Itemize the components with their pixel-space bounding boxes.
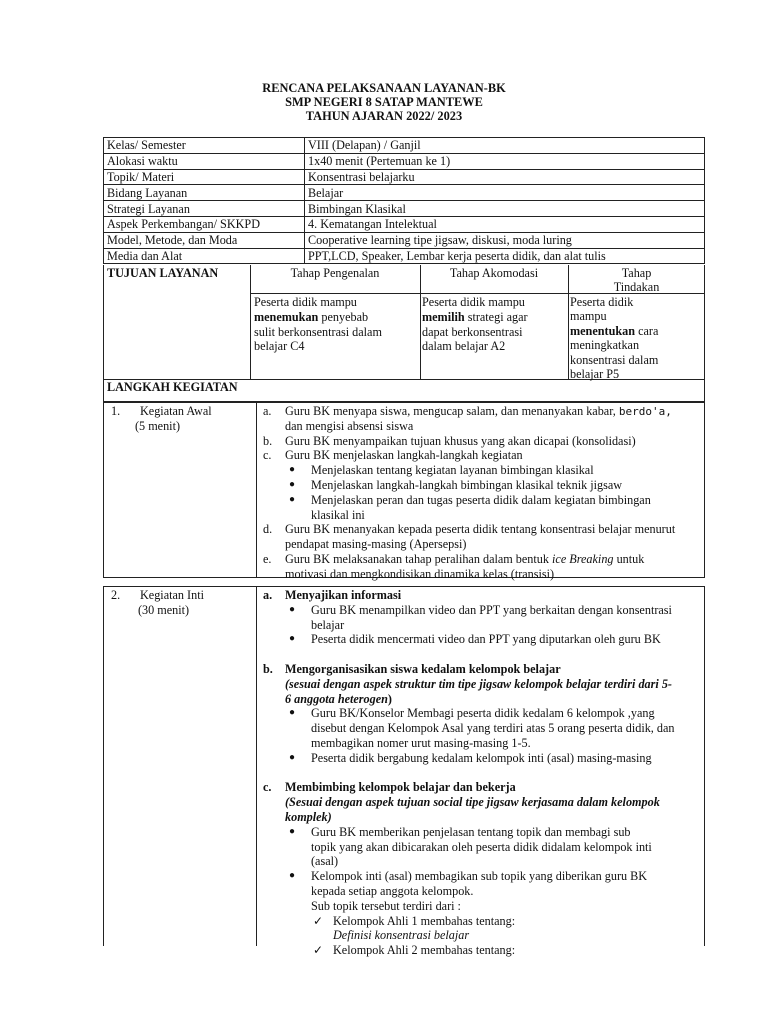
item-marker: e. (263, 551, 272, 566)
bullet-icon: ● (289, 603, 296, 615)
list-item (263, 928, 703, 943)
tahap-tindakan-header-1: Tahap (621, 266, 652, 280)
item-text: Guru BK melaksanakan tahap peralihan dalam bentuk (285, 551, 553, 566)
item-text: komplek) (285, 809, 332, 824)
row-key: Topik/ Materi (104, 169, 305, 185)
table-row (104, 248, 705, 264)
goal-line: belajar C4 (254, 339, 305, 354)
tahap-akomodasi-header: Tahap Akomodasi (449, 266, 539, 280)
table-row (104, 138, 705, 154)
kegiatan-inti-row (103, 586, 705, 958)
table-row (104, 185, 705, 201)
item-marker: a. (263, 404, 272, 418)
list-item (263, 522, 703, 537)
row-value: Bimbingan Klasikal (305, 201, 705, 217)
table-row (104, 201, 705, 217)
goal-line (422, 310, 528, 325)
row-key: Aspek Perkembangan/ SKKPD (104, 216, 305, 232)
item-text: Kelompok Ahli 2 membahas tentang: (333, 943, 516, 958)
item-text: belajar (311, 617, 345, 632)
item-text: berdo'a, (618, 405, 672, 418)
item-marker: a. (263, 588, 273, 602)
item-text: klasikal ini (311, 507, 365, 522)
step-number: 2. (111, 588, 121, 602)
item-text: (sesuai dengan aspek struktur tim tipe jigsaw kelompok belajar terdiri dari 5- (285, 676, 672, 691)
list-item (263, 493, 703, 508)
tindakan-goal (570, 295, 658, 381)
row-value: 4. Kematangan Intelektual (305, 216, 705, 232)
item-text: Sub topik tersebut terdiri dari : (311, 898, 461, 913)
row-key: Bidang Layanan (104, 185, 305, 201)
row-value: 1x40 menit (Pertemuan ke 1) (305, 153, 705, 169)
goal-line: dapat berkonsentrasi (422, 324, 523, 339)
item-text: Guru BK menampilkan video dan PPT yang berkaitan dengan konsentrasi (311, 602, 672, 617)
item-text: motivasi dan mengkondisikan dinamika kelas (transisi) (285, 566, 555, 581)
table-row (104, 216, 705, 232)
goal-line: Peserta didik (570, 295, 634, 309)
pengenalan-goal (254, 295, 382, 354)
list-item (263, 478, 703, 493)
item-text: Membimbing kelompok belajar dan bekerja (285, 780, 516, 795)
item-text: kepada setiap anggota kelompok. (311, 883, 474, 898)
row-key: Media dan Alat (104, 248, 305, 264)
row-key: Alokasi waktu (104, 153, 305, 169)
kegiatan-awal-row (103, 402, 705, 581)
step-duration: (5 menit) (135, 418, 181, 433)
item-text: membagikan nomer urut masing-masing 1-5. (311, 735, 531, 750)
row-key: Model, Metode, dan Moda (104, 232, 305, 248)
item-text: Menjelaskan langkah-langkah bimbingan klasikal teknik jigsaw (311, 477, 623, 492)
kegiatan-inti-content (263, 588, 703, 958)
row-value: VIII (Delapan) / Ganjil (305, 138, 705, 154)
item-text: Menyajikan informasi (285, 588, 402, 602)
goal-line: Peserta didik mampu (422, 295, 525, 309)
item-text: 6 anggota heterogen (285, 691, 388, 706)
kegiatan-awal-content (263, 404, 703, 582)
row-key: Kelas/ Semester (104, 138, 305, 154)
list-item (263, 943, 703, 958)
item-text: Definisi konsentrasi belajar (333, 928, 470, 943)
list-item (263, 448, 703, 463)
item-text: untuk (613, 551, 645, 566)
goal-line: mampu (570, 309, 607, 324)
goal-line: konsentrasi dalam (570, 352, 659, 367)
section-note (263, 795, 703, 810)
tahap-tindakan-header-2: Tindakan (613, 280, 660, 294)
step-title: Kegiatan Awal (140, 404, 212, 418)
goal-text: strategi agar (464, 309, 528, 324)
goal-text: penyebab (318, 309, 369, 324)
goal-verb: menentukan (570, 323, 636, 338)
item-text: Mengorganisasikan siswa kedalam kelompok belajar (285, 661, 561, 676)
item-marker: b. (263, 661, 273, 676)
tujuan-layanan-section (103, 265, 705, 380)
section-note (263, 810, 703, 825)
item-text: topik yang akan dibicarakan oleh peserta didik didalam kelompok inti (311, 839, 652, 854)
table-row (104, 153, 705, 169)
item-text: ice Breaking (552, 551, 614, 566)
bullet-icon: ● (289, 707, 296, 719)
bullet-icon: ● (289, 633, 296, 645)
list-item (263, 825, 703, 840)
section-note (263, 677, 703, 692)
item-text: dan mengisi absensi siswa (285, 418, 414, 433)
column-divider (256, 402, 257, 578)
list-item (263, 632, 703, 647)
item-text: (Sesuai dengan aspek tujuan social tipe jigsaw kerjasama dalam kelompok (285, 795, 660, 810)
item-text: Kelompok Ahli 1 membahas tentang: (333, 913, 516, 928)
list-item (263, 463, 703, 478)
akomodasi-goal (422, 295, 528, 354)
list-item (263, 869, 703, 884)
section-note (263, 692, 703, 707)
item-text: Kelompok inti (asal) membagikan sub topik yang diberikan guru BK (311, 869, 648, 884)
bullet-icon: ● (289, 870, 296, 882)
row-value: Cooperative learning tipe jigsaw, diskusi, moda luring (305, 232, 705, 248)
row-value: Belajar (305, 185, 705, 201)
bullet-icon: ● (289, 478, 296, 490)
document-title: RENCANA PELAKSANAAN LAYANAN-BK (262, 81, 506, 95)
list-item (263, 751, 703, 766)
list-item (263, 434, 703, 449)
item-text: Guru BK menanyakan kepada peserta didik tentang konsentrasi belajar menurut (285, 522, 676, 537)
goal-line (570, 324, 658, 338)
list-item (263, 404, 703, 419)
item-text: Peserta didik mencermati video dan PPT yang diputarkan oleh guru BK (311, 632, 661, 647)
step-number: 1. (111, 404, 121, 418)
academic-year: TAHUN AJARAN 2022/ 2023 (305, 109, 463, 123)
section-heading (263, 662, 703, 677)
table-row (104, 232, 705, 248)
row-value: PPT,LCD, Speaker, Lembar kerja peserta didik, dan alat tulis (305, 248, 705, 264)
column-divider (256, 586, 257, 946)
list-item (263, 706, 703, 721)
item-text: pendapat masing-masing (Apersepsi) (285, 537, 467, 552)
table-row (104, 169, 705, 185)
identity-table (103, 137, 705, 264)
item-text: Guru BK menjelaskan langkah-langkah kegiatan (285, 448, 523, 463)
item-marker: d. (263, 522, 273, 537)
item-text: Menjelaskan tentang kegiatan layanan bimbingan klasikal (311, 463, 594, 478)
bullet-icon: ● (289, 751, 296, 763)
item-text: ) (387, 691, 392, 706)
langkah-kegiatan-label: LANGKAH KEGIATAN (107, 380, 238, 394)
langkah-kegiatan-header (103, 380, 705, 402)
step-title: Kegiatan Inti (140, 588, 204, 602)
list-item (263, 603, 703, 618)
list-item (263, 914, 703, 929)
item-text: disebut dengan Kelompok Asal yang terdiri atas 5 orang peserta didik, dan (311, 721, 675, 736)
item-marker: c. (263, 448, 272, 463)
section-heading (263, 780, 703, 795)
item-text: Guru BK/Konselor Membagi peserta didik kedalam 6 kelompok ,yang (311, 706, 655, 721)
goal-line: Peserta didik mampu (254, 295, 357, 309)
tujuan-layanan-label: TUJUAN LAYANAN (107, 266, 219, 280)
step-duration: (30 menit) (138, 602, 190, 617)
section-heading (263, 588, 703, 603)
column-divider (250, 265, 251, 380)
item-text: Peserta didik bergabung kedalam kelompok inti (asal) masing-masing (311, 750, 652, 765)
item-text: Menjelaskan peran dan tugas peserta didik dalam kegiatan bimbingan (311, 492, 651, 507)
goal-line: belajar P5 (570, 367, 620, 382)
item-marker: b. (263, 433, 273, 448)
bullet-icon: ● (289, 825, 296, 837)
school-name: SMP NEGERI 8 SATAP MANTEWE (285, 95, 483, 109)
goal-line (254, 310, 382, 325)
goal-verb: memilih (422, 309, 465, 324)
item-marker: c. (263, 780, 272, 795)
checkmark-icon: ✓ (313, 943, 324, 958)
checkmark-icon: ✓ (313, 913, 324, 928)
row-key: Strategi Layanan (104, 201, 305, 217)
item-text: (asal) (311, 854, 339, 869)
goal-verb: menemukan (254, 309, 319, 324)
row-value: Konsentrasi belajarku (305, 169, 705, 185)
item-text: Guru BK menyampaikan tujuan khusus yang akan dicapai (konsolidasi) (285, 433, 636, 448)
goal-line: dalam belajar A2 (422, 339, 506, 354)
list-item (263, 552, 703, 567)
bullet-icon: ● (289, 464, 296, 476)
goal-text: cara (635, 323, 659, 338)
column-divider (420, 265, 421, 380)
bullet-icon: ● (289, 493, 296, 505)
goal-line: meningkatkan (570, 338, 640, 353)
item-text: Guru BK menyapa siswa, mengucap salam, dan menanyakan kabar, (285, 404, 619, 418)
tahap-pengenalan-header: Tahap Pengenalan (290, 266, 380, 280)
item-text: Guru BK memberikan penjelasan tentang topik dan membagi sub (311, 824, 631, 839)
goal-line: sulit berkonsentrasi dalam (254, 324, 382, 339)
